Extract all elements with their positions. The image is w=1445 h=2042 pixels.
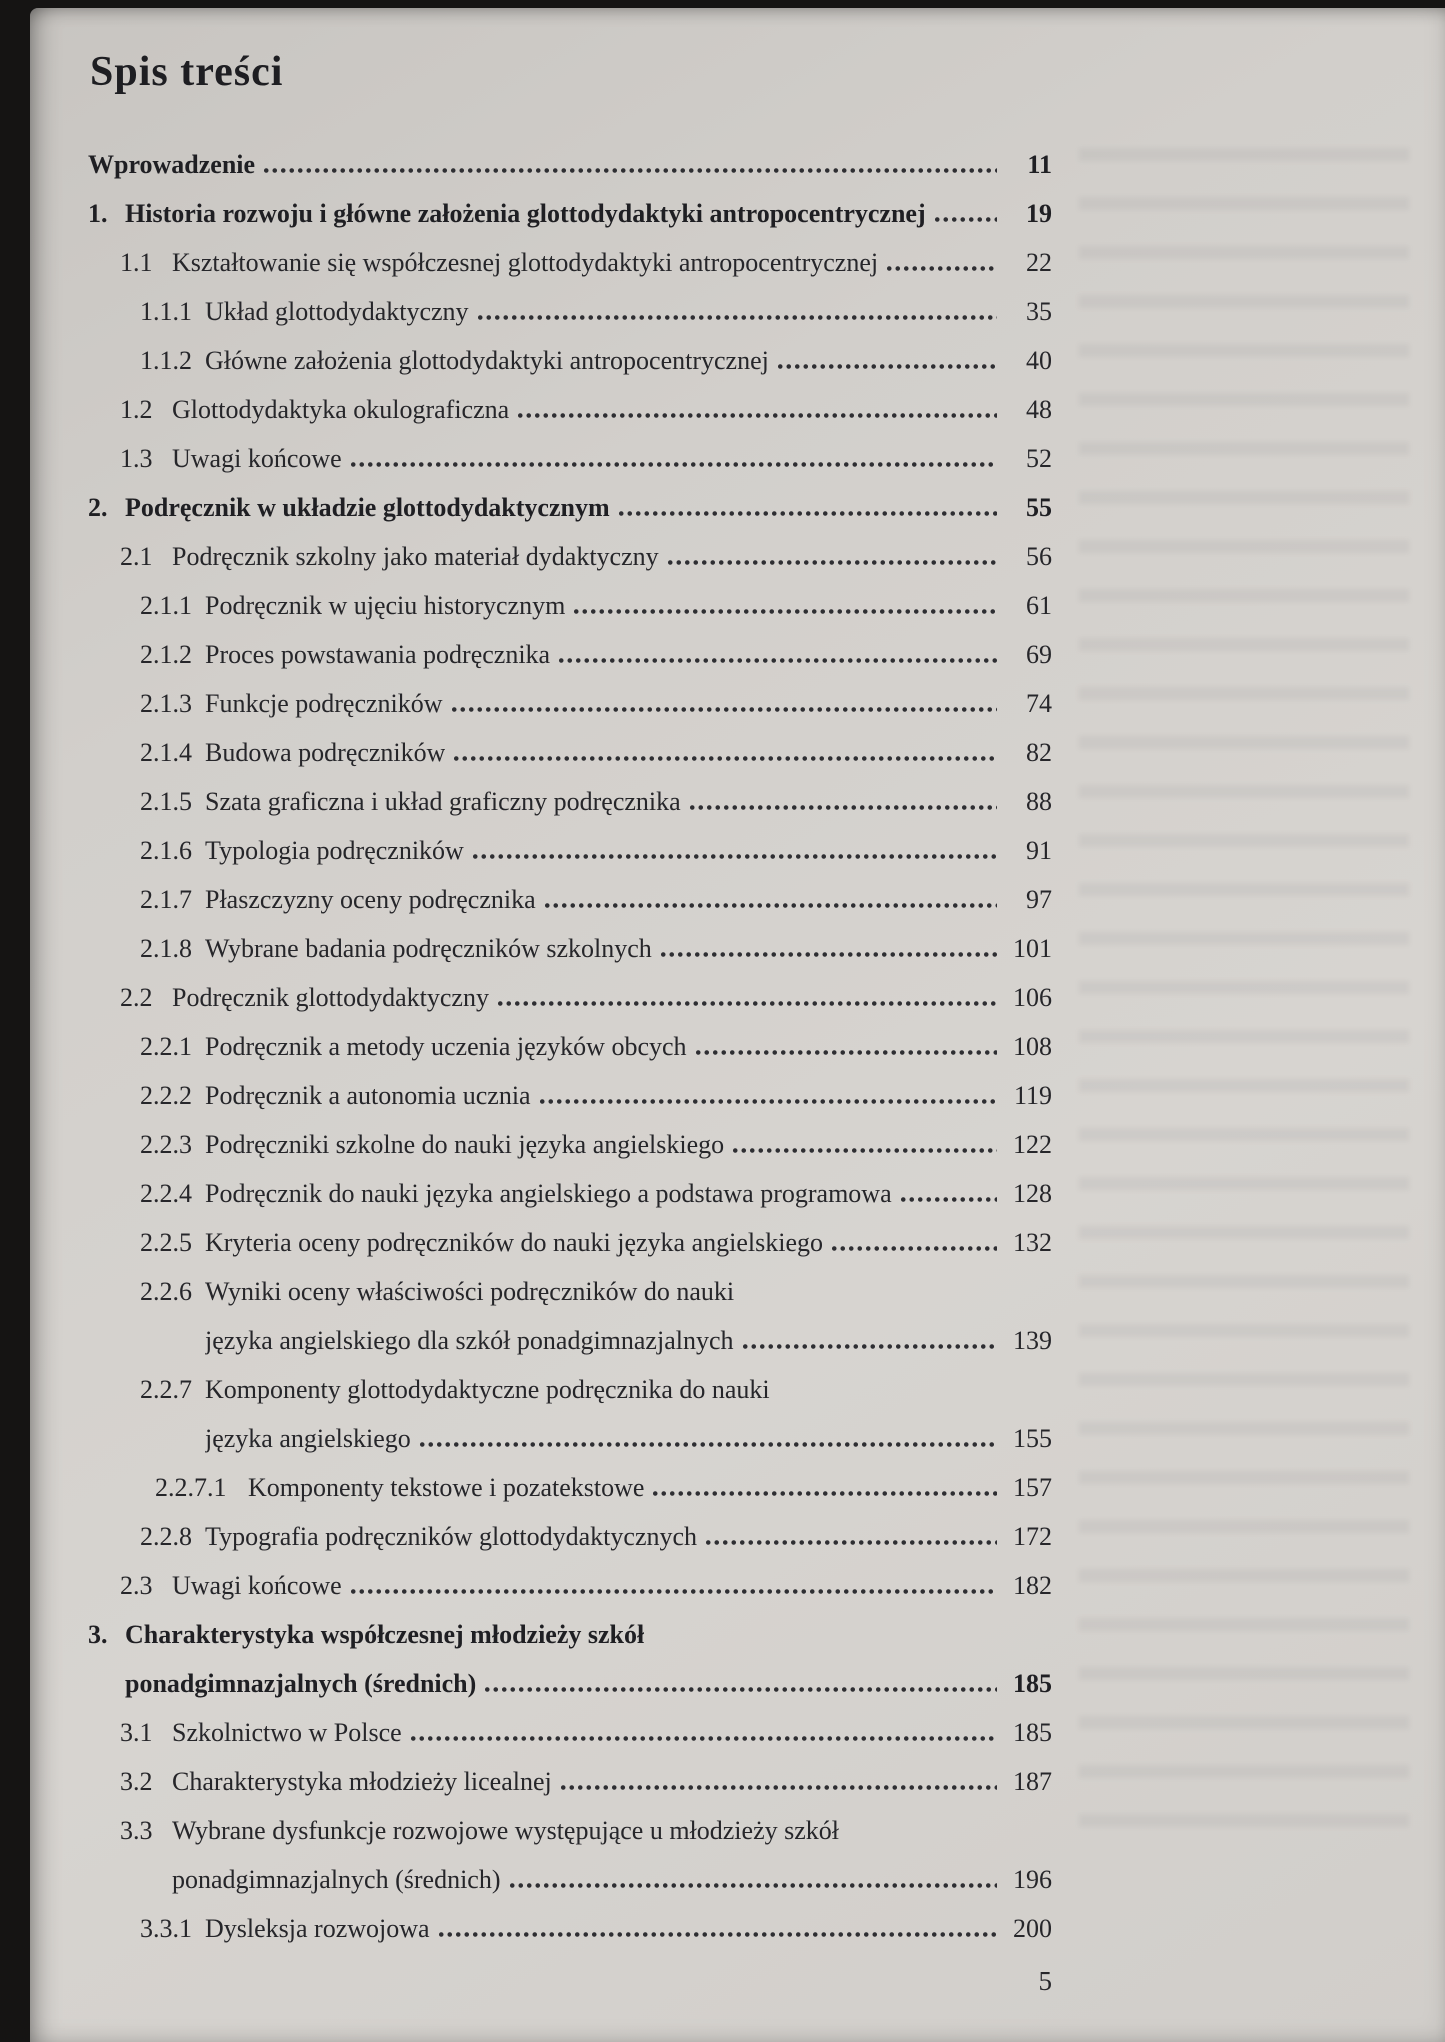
toc-entry-page: 196 [1013, 1865, 1052, 1894]
toc-entry-page: 82 [1026, 738, 1052, 767]
toc-entry-label: Kryteria oceny podręczników do nauki języka angielskiego [205, 1228, 823, 1257]
toc-entry-number: 2.1.1 [140, 591, 192, 620]
toc-row [140, 1120, 1052, 1169]
toc-entry-label: Glottodydaktyka okulograficzna [172, 395, 510, 424]
toc-row [88, 1659, 1052, 1708]
toc-row [140, 679, 1052, 728]
toc-entry-label: Typografia podręczników glottodydaktycznych [205, 1522, 698, 1551]
dot-leader [899, 1197, 997, 1202]
toc-entry-number: 2.1.8 [140, 934, 192, 963]
toc-entry-page: 122 [1013, 1130, 1052, 1159]
toc-entry-number: 3.2 [120, 1767, 153, 1796]
toc-row [140, 1022, 1052, 1071]
toc-entry-page: 88 [1026, 787, 1052, 816]
toc-entry-page: 40 [1026, 346, 1052, 375]
toc-row [140, 630, 1052, 679]
toc-entry-page: 119 [1013, 1081, 1052, 1110]
toc-row [120, 434, 1052, 483]
dot-leader [617, 511, 997, 516]
toc-row [140, 875, 1052, 924]
dot-leader [659, 952, 997, 957]
dot-leader [450, 707, 997, 712]
toc-row [120, 532, 1052, 581]
toc-entry-label: Proces powstawania podręcznika [205, 640, 551, 669]
toc-entry-label: Budowa podręczników [205, 738, 446, 767]
toc-entry-label: Charakterystyka młodzieży licealnej [172, 1767, 552, 1796]
toc-row [140, 1904, 1052, 1953]
toc-entry-number: 2.1.3 [140, 689, 192, 718]
toc-entry-number: 1.3 [120, 444, 153, 473]
toc-entry-number: 2.1.6 [140, 836, 192, 865]
toc-row [140, 287, 1052, 336]
dot-leader [496, 1001, 997, 1006]
dot-leader [409, 1736, 997, 1741]
paper-page [30, 8, 1445, 2042]
toc-row [140, 826, 1052, 875]
toc-entry-label: języka angielskiego dla szkół ponadgimnazjalnych [205, 1326, 734, 1355]
toc-row [140, 728, 1052, 777]
toc-entry-number: 2.2.4 [140, 1179, 192, 1208]
toc-row [140, 1414, 1052, 1463]
toc-row [88, 140, 1052, 189]
dot-leader [543, 903, 997, 908]
dot-leader [694, 1050, 997, 1055]
toc-row [140, 1365, 1052, 1414]
toc-entry-label: Wyniki oceny właściwości podręczników do nauki [205, 1277, 735, 1306]
dot-leader [830, 1246, 997, 1251]
toc-entry-number: 3. [88, 1620, 108, 1649]
toc-row [120, 1757, 1052, 1806]
toc-entry-label: Podręcznik a autonomia ucznia [205, 1081, 531, 1110]
dot-leader [559, 1785, 997, 1790]
toc-entry-page: 48 [1026, 395, 1052, 424]
toc-entry-label: Komponenty glottodydaktyczne podręcznika do nauki [205, 1375, 770, 1404]
toc-entry-label: Wybrane badania podręczników szkolnych [205, 934, 652, 963]
toc-entry-label: Podręczniki szkolne do nauki języka angielskiego [205, 1130, 725, 1159]
page-title: Spis treści [90, 49, 284, 95]
toc-row [120, 385, 1052, 434]
dot-leader [776, 364, 997, 369]
toc-entry-page: 172 [1013, 1522, 1052, 1551]
toc-entry-page: 11 [1027, 150, 1052, 179]
toc-entry-page: 52 [1026, 444, 1052, 473]
toc-entry-number: 2.2.2 [140, 1081, 192, 1110]
toc-entry-label: Podręcznik w ujęciu historycznym [205, 591, 566, 620]
toc-entry-number: 2. [88, 493, 108, 522]
toc-entry-number: 2.2.1 [140, 1032, 192, 1061]
toc-entry-number: 3.3 [120, 1816, 153, 1845]
toc-entry-page: 132 [1013, 1228, 1052, 1257]
toc-entry-label: Podręcznik szkolny jako materiał dydaktyczny [172, 542, 659, 571]
toc-row [140, 1267, 1052, 1316]
toc-entry-page: 108 [1013, 1032, 1052, 1061]
toc-entry-page: 185 [1013, 1718, 1052, 1747]
toc-entry-label: Dysleksja rozwojowa [205, 1914, 430, 1943]
page-number-folio: 5 [1038, 1966, 1052, 1996]
toc-row [140, 581, 1052, 630]
toc-row [140, 1169, 1052, 1218]
dot-leader [651, 1491, 997, 1496]
dot-leader [933, 217, 997, 222]
dot-leader [483, 1687, 997, 1692]
toc-row [140, 336, 1052, 385]
toc-row [140, 1316, 1052, 1365]
toc-row [88, 189, 1052, 238]
toc-entry-number: 1.1.1 [140, 297, 192, 326]
toc-entry-page: 19 [1026, 199, 1052, 228]
toc-entry-page: 22 [1026, 248, 1052, 277]
toc-entry-page: 157 [1013, 1473, 1052, 1502]
toc-entry-number: 2.2.8 [140, 1522, 192, 1551]
toc-entry-page: 61 [1026, 591, 1052, 620]
toc-entry-page: 69 [1026, 640, 1052, 669]
toc-entry-page: 91 [1026, 836, 1052, 865]
toc-row [120, 1806, 1052, 1855]
toc-entry-label: Podręcznik w układzie glottodydaktycznym [125, 493, 610, 522]
dot-leader [666, 560, 997, 565]
toc-entry-label: Szata graficzna i układ graficzny podręcznika [205, 787, 681, 816]
toc-entry-number: 2.1.7 [140, 885, 192, 914]
toc-entry-page: 182 [1013, 1571, 1052, 1600]
toc-entry-label: ponadgimnazjalnych (średnich) [125, 1669, 477, 1698]
toc-row [140, 1218, 1052, 1267]
toc-entry-number: 2.2.6 [140, 1277, 192, 1306]
toc-entry-number: 2.1.4 [140, 738, 192, 767]
toc-entry-label: Funkcje podręczników [205, 689, 443, 718]
toc-entry-number: 1.2 [120, 395, 153, 424]
toc-entry-label: Płaszczyzny oceny podręcznika [205, 885, 536, 914]
page-showthrough [1079, 148, 1409, 1828]
dot-leader [262, 168, 997, 173]
toc-entry-number: 2.2.5 [140, 1228, 192, 1257]
toc-entry-label: Główne założenia glottodydaktyki antropocentrycznej [205, 346, 769, 375]
toc-entry-label: Uwagi końcowe [172, 444, 342, 473]
toc-entry-number: 2.2.3 [140, 1130, 192, 1159]
toc-entry-label: ponadgimnazjalnych (średnich) [172, 1865, 501, 1894]
dot-leader [731, 1148, 997, 1153]
toc-entry-page: 139 [1013, 1326, 1052, 1355]
dot-leader [688, 805, 997, 810]
dot-leader [516, 413, 997, 418]
toc-row [120, 1855, 1052, 1904]
toc-entry-page: 187 [1013, 1767, 1052, 1796]
toc-entry-label: Podręcznik a metody uczenia języków obcych [205, 1032, 687, 1061]
toc-entry-number: 1.1 [120, 248, 153, 277]
toc-entry-label: Historia rozwoju i główne założenia glottodydaktyki antropocentrycznej [125, 199, 926, 228]
toc-entry-number: 2.2 [120, 983, 153, 1012]
toc-entry-label: Podręcznik glottodydaktyczny [172, 983, 489, 1012]
toc-entry-page: 106 [1013, 983, 1052, 1012]
dot-leader [476, 315, 997, 320]
toc-row [140, 777, 1052, 826]
toc-entry-number: 1. [88, 199, 108, 228]
toc-entry-page: 35 [1026, 297, 1052, 326]
toc-entry-label: Podręcznik do nauki języka angielskiego a podstawa programowa [205, 1179, 892, 1208]
toc-row [120, 1561, 1052, 1610]
dot-leader [349, 462, 997, 467]
toc-list [88, 140, 1052, 1953]
toc-row [120, 973, 1052, 1022]
toc-entry-label: Szkolnictwo w Polsce [172, 1718, 402, 1747]
toc-entry-page: 185 [1013, 1669, 1052, 1698]
toc-row [120, 1708, 1052, 1757]
dot-leader [741, 1344, 998, 1349]
toc-entry-page: 200 [1013, 1914, 1052, 1943]
dot-leader [885, 266, 997, 271]
toc-entry-number: 2.3 [120, 1571, 153, 1600]
dot-leader [471, 854, 997, 859]
toc-entry-number: 2.2.7 [140, 1375, 192, 1404]
toc-entry-label: Charakterystyka współczesnej młodzieży szkół [125, 1620, 645, 1649]
toc-entry-page: 56 [1026, 542, 1052, 571]
toc-row [88, 483, 1052, 532]
dot-leader [704, 1540, 997, 1545]
toc-entry-label: Wprowadzenie [88, 150, 256, 179]
dot-leader [349, 1589, 997, 1594]
toc-entry-label: Wybrane dysfunkcje rozwojowe występujące u młodzieży szkół [172, 1816, 839, 1845]
toc-entry-number: 1.1.2 [140, 346, 192, 375]
toc-entry-number: 2.1 [120, 542, 153, 571]
toc-row [140, 1071, 1052, 1120]
toc-entry-page: 128 [1013, 1179, 1052, 1208]
toc-row [155, 1463, 1052, 1512]
toc-row [88, 1610, 1052, 1659]
toc-entry-label: Typologia podręczników [205, 836, 464, 865]
toc-entry-label: Układ glottodydaktyczny [205, 297, 469, 326]
dot-leader [452, 756, 997, 761]
toc-row [140, 1512, 1052, 1561]
dot-leader [437, 1932, 997, 1937]
toc-entry-page: 74 [1026, 689, 1052, 718]
dot-leader [418, 1442, 997, 1447]
toc-entry-number: 2.1.5 [140, 787, 192, 816]
toc-entry-number: 3.1 [120, 1718, 153, 1747]
table-of-contents [88, 8, 1052, 1953]
dot-leader [572, 609, 997, 614]
toc-entry-label: Komponenty tekstowe i pozatekstowe [248, 1473, 645, 1502]
toc-entry-label: języka angielskiego [205, 1424, 411, 1453]
toc-entry-label: Kształtowanie się współczesnej glottodydaktyki antropocentrycznej [172, 248, 879, 277]
toc-entry-page: 55 [1026, 493, 1052, 522]
toc-entry-page: 155 [1013, 1424, 1052, 1453]
toc-entry-page: 97 [1026, 885, 1052, 914]
toc-entry-page: 101 [1013, 934, 1052, 963]
toc-entry-number: 2.1.2 [140, 640, 192, 669]
dot-leader [508, 1883, 998, 1888]
toc-row [120, 238, 1052, 287]
toc-row [140, 924, 1052, 973]
toc-entry-number: 3.3.1 [140, 1914, 192, 1943]
dot-leader [538, 1099, 997, 1104]
toc-entry-label: Uwagi końcowe [172, 1571, 342, 1600]
toc-entry-number: 2.2.7.1 [155, 1473, 227, 1502]
dot-leader [557, 658, 997, 663]
